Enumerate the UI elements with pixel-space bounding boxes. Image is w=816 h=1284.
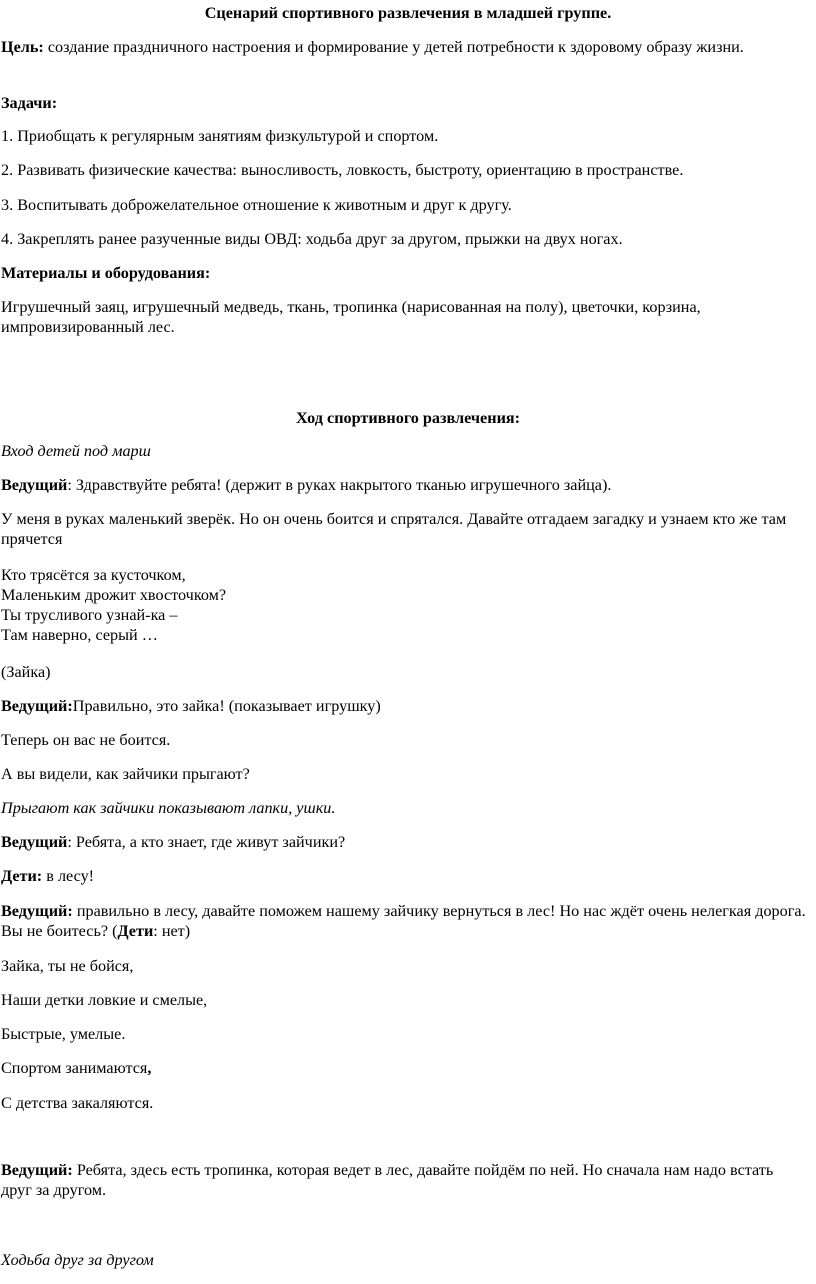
materials-text: Игрушечный заяц, игрушечный медведь, ткань, тропинка (нарисованная на полу), цветочки, корзина, импровизированный лес. xyxy=(1,298,701,336)
verse-line: Там наверно, серый … xyxy=(1,626,158,644)
riddle-verse xyxy=(1,565,807,645)
goal-label: Цель: xyxy=(1,38,44,56)
riddle-answer: (Зайка) xyxy=(1,663,51,681)
dialogue-line: Ведущий: правильно в лесу, давайте поможем нашему зайчику вернуться в лес! Но нас ждёт очень нелегкая дорога. Вы не боитесь? (Дети: нет) xyxy=(1,902,806,940)
dialogue-line: Ведущий: Здравствуйте ребята! (держит в руках накрытого тканью игрушечного зайца). xyxy=(1,476,612,494)
document-title: Сценарий спортивного развлечения в младшей группе. xyxy=(204,4,612,22)
dialogue-line: Дети: в лесу! xyxy=(1,867,95,885)
speaker-label: Ведущий xyxy=(1,833,68,851)
dialogue-line: А вы видели, как зайчики прыгают? xyxy=(1,765,250,783)
task-item: 1. Приобщать к регулярным занятиям физкультурой и спортом. xyxy=(1,127,439,145)
stage-direction: Вход детей под марш xyxy=(1,442,151,460)
materials-heading: Материалы и оборудования: xyxy=(1,264,211,282)
poem-line: Наши детки ловкие и смелые, xyxy=(1,991,208,1009)
task-item: 4. Закреплять ранее разученные виды ОВД: ходьба друг за другом, прыжки на двух ногах. xyxy=(1,230,623,248)
verse-line: Ты трусливого узнай-ка – xyxy=(1,606,178,624)
dialogue-line: У меня в руках маленький зверёк. Но он очень боится и спрятался. Давайте отгадаем загадку и узнаем кто же там прячется xyxy=(1,510,787,548)
goal-text: создание праздничного настроения и формирование у детей потребности к здоровому образу жизни. xyxy=(43,38,744,56)
course-heading: Ход спортивного развлечения: xyxy=(295,409,521,427)
task-item: 2. Развивать физические качества: выносливость, ловкость, быстроту, ориентацию в пространстве. xyxy=(1,161,684,179)
poem-line: С детства закаляются. xyxy=(1,1094,154,1112)
verse-line: Кто трясётся за кусточком, xyxy=(1,566,186,584)
stage-direction: Прыгают как зайчики показывают лапки, ушки. xyxy=(1,799,336,817)
dialogue-line: Ведущий: Ребята, а кто знает, где живут зайчики? xyxy=(1,833,346,851)
speaker-label: Ведущий: xyxy=(1,697,73,715)
goal-paragraph xyxy=(1,37,807,57)
poem-line: Спортом занимаются, xyxy=(1,1059,152,1077)
dialogue-line: Ведущий:Правильно, это зайка! (показывает игрушку) xyxy=(1,697,381,715)
dialogue-line: Ведущий: Ребята, здесь есть тропинка, которая ведет в лес, давайте пойдём по ней. Но сначала нам надо встать друг за другом. xyxy=(1,1161,774,1199)
poem-line: Быстрые, умелые. xyxy=(1,1025,126,1043)
speaker-label: Ведущий: xyxy=(1,1161,73,1179)
stage-direction: Ходьба друг за другом xyxy=(1,1251,154,1269)
dialogue-line: Теперь он вас не боится. xyxy=(1,731,171,749)
task-item: 3. Воспитывать доброжелательное отношение к животным и друг к другу. xyxy=(1,196,512,214)
tasks-heading: Задачи: xyxy=(1,94,58,112)
speaker-label: Дети xyxy=(117,922,154,940)
speaker-label: Ведущий: xyxy=(1,902,73,920)
speaker-label: Ведущий xyxy=(1,476,68,494)
poem-line: Зайка, ты не бойся, xyxy=(1,957,134,975)
verse-line: Маленьким дрожит хвосточком? xyxy=(1,586,227,604)
speaker-label: Дети: xyxy=(1,867,43,885)
